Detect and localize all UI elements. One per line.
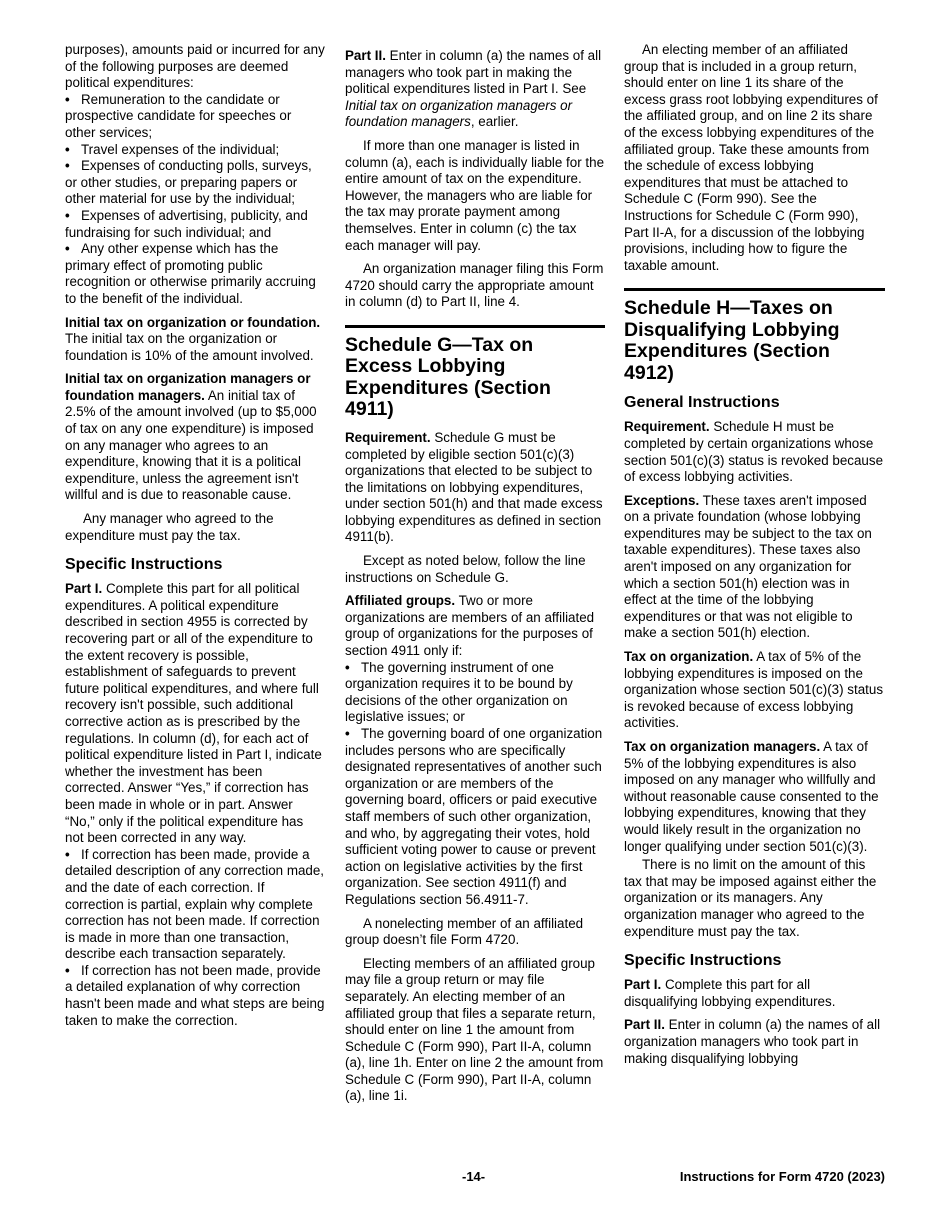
- bullet-item: • Travel expenses of the individual;: [65, 142, 325, 159]
- paragraph-text: The initial tax on the organization or foundation is 10% of the amount involved.: [65, 331, 314, 363]
- bullet-item: • Expenses of conducting polls, surveys, or other studies, or preparing papers or other material for use by the individual;: [65, 158, 325, 208]
- paragraph: [345, 430, 605, 546]
- cross-reference: Initial tax on organization managers or foundation managers: [345, 97, 573, 130]
- paragraph-lead: Part II.: [345, 48, 386, 63]
- paragraph: [65, 371, 325, 504]
- paragraph: A nonelecting member of an affiliated group doesn’t file Form 4720.: [345, 915, 584, 948]
- paragraph: Electing members of an affiliated group may file a group return or may file separately. An electing member of an affiliated group that files a separate return, should enter on line 1 the amount from Schedule C (Form 990), Part II-A, column (a), line 1h. Enter on line 2 the amount from Schedule C (Form 990), Part II-A, column (a), line 1i.: [345, 955, 604, 1104]
- paragraph-text: Enter in column (a) the names of all organization managers who took part in making disqualifying lobbying: [624, 1017, 881, 1066]
- paragraph: [65, 581, 325, 847]
- paragraph: [65, 315, 325, 365]
- paragraph-text: Two or more organizations are members of an affiliated group of organizations for the purposes of section 4911 only if:: [345, 593, 595, 659]
- paragraph: [624, 977, 885, 1010]
- paragraph: [624, 739, 885, 855]
- paragraph-lead: Initial tax on organization or foundation.: [65, 314, 321, 330]
- paragraph-lead: Affiliated groups.: [345, 593, 456, 609]
- paragraph: An electing member of an affiliated group that is included in a group return, should enter on line 1 its share of the excess grass root lobbying expenditures of the affiliated group, and on line 2 its share of the excess lobbying expenditures of the affiliated group. Take these amounts from the schedule of excess lobbying expenditures that must be attached to Schedule C (Form 990). See the Instructions for Schedule C (Form 990), Part II-A, for a discussion of the lobbying provisions, including how to figure the taxable amount.: [624, 42, 878, 273]
- bullet-item: • If correction has been made, provide a detailed description of any correction made, and the date of each correction. If correction is partial, explain why complete correction has not been made. If correction is made in more than one transaction, describe each transaction separately.: [65, 847, 325, 963]
- paragraph-text: Schedule H must be completed by certain organizations whose section 501(c)(3) status is revoked because of excess lobbying activities.: [624, 419, 884, 485]
- bullet-item: • Any other expense which has the primary effect of promoting public recognition or otherwise primarily accruing to the benefit of the individual.: [65, 241, 325, 307]
- column-1: [65, 42, 325, 1029]
- paragraph-text: These taxes aren't imposed on a private foundation (whose lobbying expenditures may be subject to the tax on taxable expenditures). These taxes also aren't imposed on any organization for which a section 501(h) election was in effect at the time of the lobbying expenditures or that was not eligible to make a section 501(h) election.: [624, 492, 872, 641]
- form-title-footer: Instructions for Form 4720 (2023): [679, 1169, 885, 1184]
- paragraph-lead: Tax on organization managers.: [624, 739, 821, 754]
- paragraph-text: An initial tax of 2.5% of the amount involved (up to $5,000 of tax on any one expenditure) is imposed on any manager who agrees to an expenditure, knowing that it is a political expenditure, unless the agreement isn't willful and is due to reasonable cause.: [65, 387, 317, 503]
- paragraph: [624, 493, 885, 642]
- paragraph-text: , earlier.: [470, 114, 519, 130]
- paragraph-text: Complete this part for all disqualifying lobbying expenditures.: [624, 977, 836, 1009]
- page-number: -14-: [462, 1169, 486, 1184]
- bullet-item: • Expenses of advertising, publicity, and fundraising for such individual; and: [65, 208, 325, 241]
- paragraph-lead: Requirement.: [345, 429, 431, 445]
- paragraph: [624, 1017, 885, 1067]
- bullet-item: • Remuneration to the candidate or prospective candidate for speeches or other services;: [65, 92, 325, 142]
- paragraph-lead: Exceptions.: [624, 492, 700, 508]
- schedule-g-heading: Schedule G—Tax on Excess Lobbying Expenditures (Section 4911): [345, 325, 605, 421]
- paragraph-text: Schedule G must be completed by eligible section 501(c)(3) organizations that elected to be subject to the limitations on lobbying expenditures, under section 501(h) and that made excess lobbying expenditures as defined in section 4911(b).: [345, 429, 603, 545]
- paragraph: Except as noted below, follow the line instructions on Schedule G.: [345, 553, 586, 585]
- paragraph-lead: Part I.: [624, 977, 662, 993]
- paragraph-text: Complete this part for all political expenditures. A political expenditure described in section 4955 is corrected by recovering part or all of the expenditure to the extent recovery is possible, establishment of safeguards to prevent future political expenditures, and where full recovery isn't possible, such additional corrective action as is prescribed by the regulations. In column (d), for each act of political expenditure listed in Part I, indicate whether the investment has been corrected. Answer “Yes,” if correction has been made in whole or in part. Answer “No,” only if the political expenditure has not been corrected in any way.: [65, 581, 322, 846]
- bullet-item: • The governing instrument of one organization requires it to be bound by decisions of the other organization on legislative issues; or: [345, 660, 605, 726]
- paragraph: There is no limit on the amount of this tax that may be imposed against either the organization or its managers. Any organization manager who agreed to the expenditure must pay the tax.: [624, 857, 877, 939]
- paragraph: [624, 419, 885, 485]
- paragraph: [624, 649, 885, 732]
- section-heading: Specific Instructions: [65, 556, 223, 574]
- section-heading: General Instructions: [624, 394, 780, 412]
- paragraph-text: A tax of 5% of the lobbying expenditures is imposed on the organization whose section 501(c)(3) status is revoked because of excess lobbying activities.: [624, 649, 884, 731]
- paragraph: An organization manager filing this Form 4720 should carry the appropriate amount in column (d) to Part II, line 4.: [345, 261, 604, 310]
- schedule-h-heading: Schedule H—Taxes on Disqualifying Lobbying Expenditures (Section 4912): [624, 288, 885, 384]
- paragraph: Any manager who agreed to the expenditure must pay the tax.: [65, 511, 274, 543]
- paragraph-text: Enter in column (a) the names of all managers who took part in making the political expenditures listed in Part I. See: [345, 48, 602, 97]
- paragraph-lead: Part I.: [65, 581, 103, 597]
- section-heading: Specific Instructions: [624, 952, 782, 970]
- paragraph: purposes), amounts paid or incurred for any of the following purposes are deemed political expenditures:: [65, 42, 325, 91]
- paragraph: If more than one manager is listed in column (a), each is individually liable for the entire amount of tax on the expenditure. However, the managers who are liable for the tax may prorate payment among themselves. Enter in column (c) the tax each manager will pay.: [345, 137, 605, 253]
- paragraph-lead: Tax on organization.: [624, 649, 754, 665]
- paragraph: [345, 48, 605, 131]
- bullet-item: • The governing board of one organization includes persons who are specifically designated representatives of another such organization or are members of the governing board, officers or paid executive staff members of such other organization, and who, by aggregating their votes, hold sufficient voting power to cause or prevent action on legislative activities by the first organization. See section 4911(f) and Regulations section 56.4911-7.: [345, 726, 605, 909]
- column-3: [624, 42, 885, 1074]
- paragraph: [345, 593, 605, 659]
- paragraph-lead: Initial tax on organization managers or foundation managers.: [65, 371, 311, 403]
- paragraph-lead: Part II.: [624, 1017, 665, 1033]
- paragraph-lead: Requirement.: [624, 419, 710, 435]
- bullet-item: • If correction has not been made, provide a detailed explanation of why correction hasn't been made and what steps are being taken to make the correction.: [65, 963, 325, 1029]
- paragraph-text: A tax of 5% of the lobbying expenditures is also imposed on any manager who willfully and without reasonable cause consented to the lobbying expenditures, knowing that they would likely result in the organization no longer qualifying under section 501(c)(3).: [624, 739, 879, 854]
- column-2: [345, 48, 605, 1112]
